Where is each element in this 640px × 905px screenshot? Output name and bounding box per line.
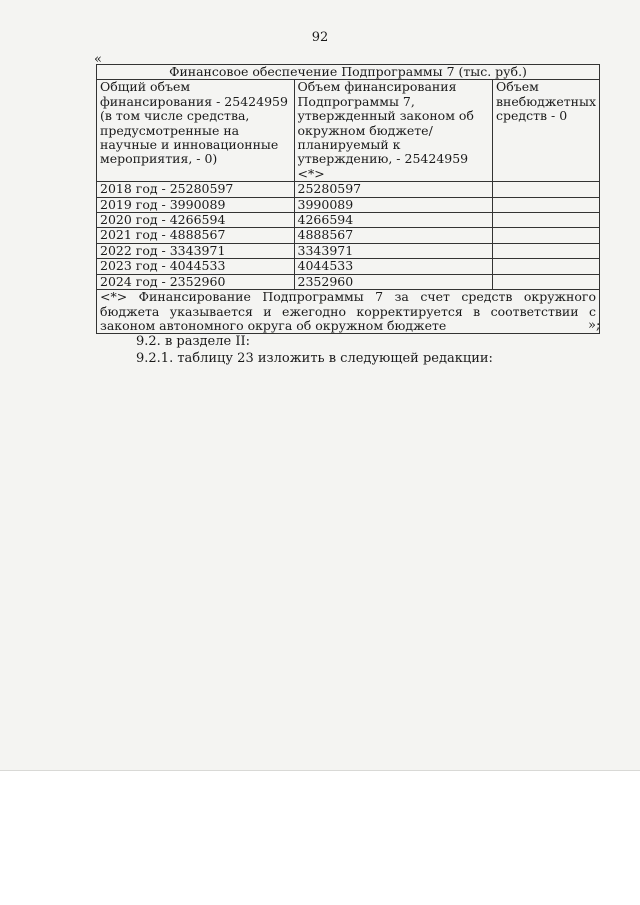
table-row	[97, 243, 600, 258]
table-row	[97, 182, 600, 197]
table-footnote: <*> Финансирование Подпрограммы 7 за счет средств окружного бюджета указывается и ежегодно корректируется в соответствии с законом автономного округа об окружном бюджете	[97, 290, 600, 334]
header-extrabudgetary: Объем внебюджетных средств - 0	[492, 80, 599, 182]
cell-year-total: 2021 год - 4888567	[97, 228, 295, 243]
table-title: Финансовое обеспечение Подпрограммы 7 (тыс. руб.)	[97, 65, 600, 80]
page-bottom-edge	[0, 770, 640, 771]
table-row	[97, 274, 600, 289]
cell-year-total: 2024 год - 2352960	[97, 274, 295, 289]
cell-extrabudgetary	[492, 213, 599, 228]
table-header-row	[97, 80, 600, 182]
cell-budget: 4044533	[294, 259, 492, 274]
cell-extrabudgetary	[492, 228, 599, 243]
cell-year-total: 2018 год - 25280597	[97, 182, 295, 197]
cell-budget: 2352960	[294, 274, 492, 289]
table-footnote-row	[97, 290, 600, 334]
cell-budget: 25280597	[294, 182, 492, 197]
cell-year-total: 2022 год - 3343971	[97, 243, 295, 258]
table-row	[97, 228, 600, 243]
page-number: 92	[311, 30, 329, 45]
cell-extrabudgetary	[492, 182, 599, 197]
cell-extrabudgetary	[492, 197, 599, 212]
cell-budget: 3990089	[294, 197, 492, 212]
financing-table	[96, 64, 600, 334]
cell-extrabudgetary	[492, 259, 599, 274]
opening-quote: «	[94, 52, 102, 67]
cell-year-total: 2019 год - 3990089	[97, 197, 295, 212]
cell-year-total: 2023 год - 4044533	[97, 259, 295, 274]
table-row	[97, 213, 600, 228]
header-total-financing: Общий объем финансирования - 25424959 (в том числе средства, предусмотренные на научные и инновационные мероприятия, - 0)	[97, 80, 295, 182]
cell-budget: 4888567	[294, 228, 492, 243]
cell-extrabudgetary	[492, 243, 599, 258]
table-row	[97, 259, 600, 274]
cell-budget: 3343971	[294, 243, 492, 258]
paragraph-section-9-2-1: 9.2.1. таблицу 23 изложить в следующей редакции:	[136, 351, 493, 366]
cell-year-total: 2020 год - 4266594	[97, 213, 295, 228]
table-title-row	[97, 65, 600, 80]
paragraph-section-9-2: 9.2. в разделе II:	[136, 334, 250, 349]
header-budget-financing: Объем финансирования Подпрограммы 7, утвержденный законом об окружном бюджете/планируемый к утверждению, - 25424959 <*>	[294, 80, 492, 182]
cell-extrabudgetary	[492, 274, 599, 289]
table-row	[97, 197, 600, 212]
closing-quote: »;	[588, 318, 601, 333]
cell-budget: 4266594	[294, 213, 492, 228]
